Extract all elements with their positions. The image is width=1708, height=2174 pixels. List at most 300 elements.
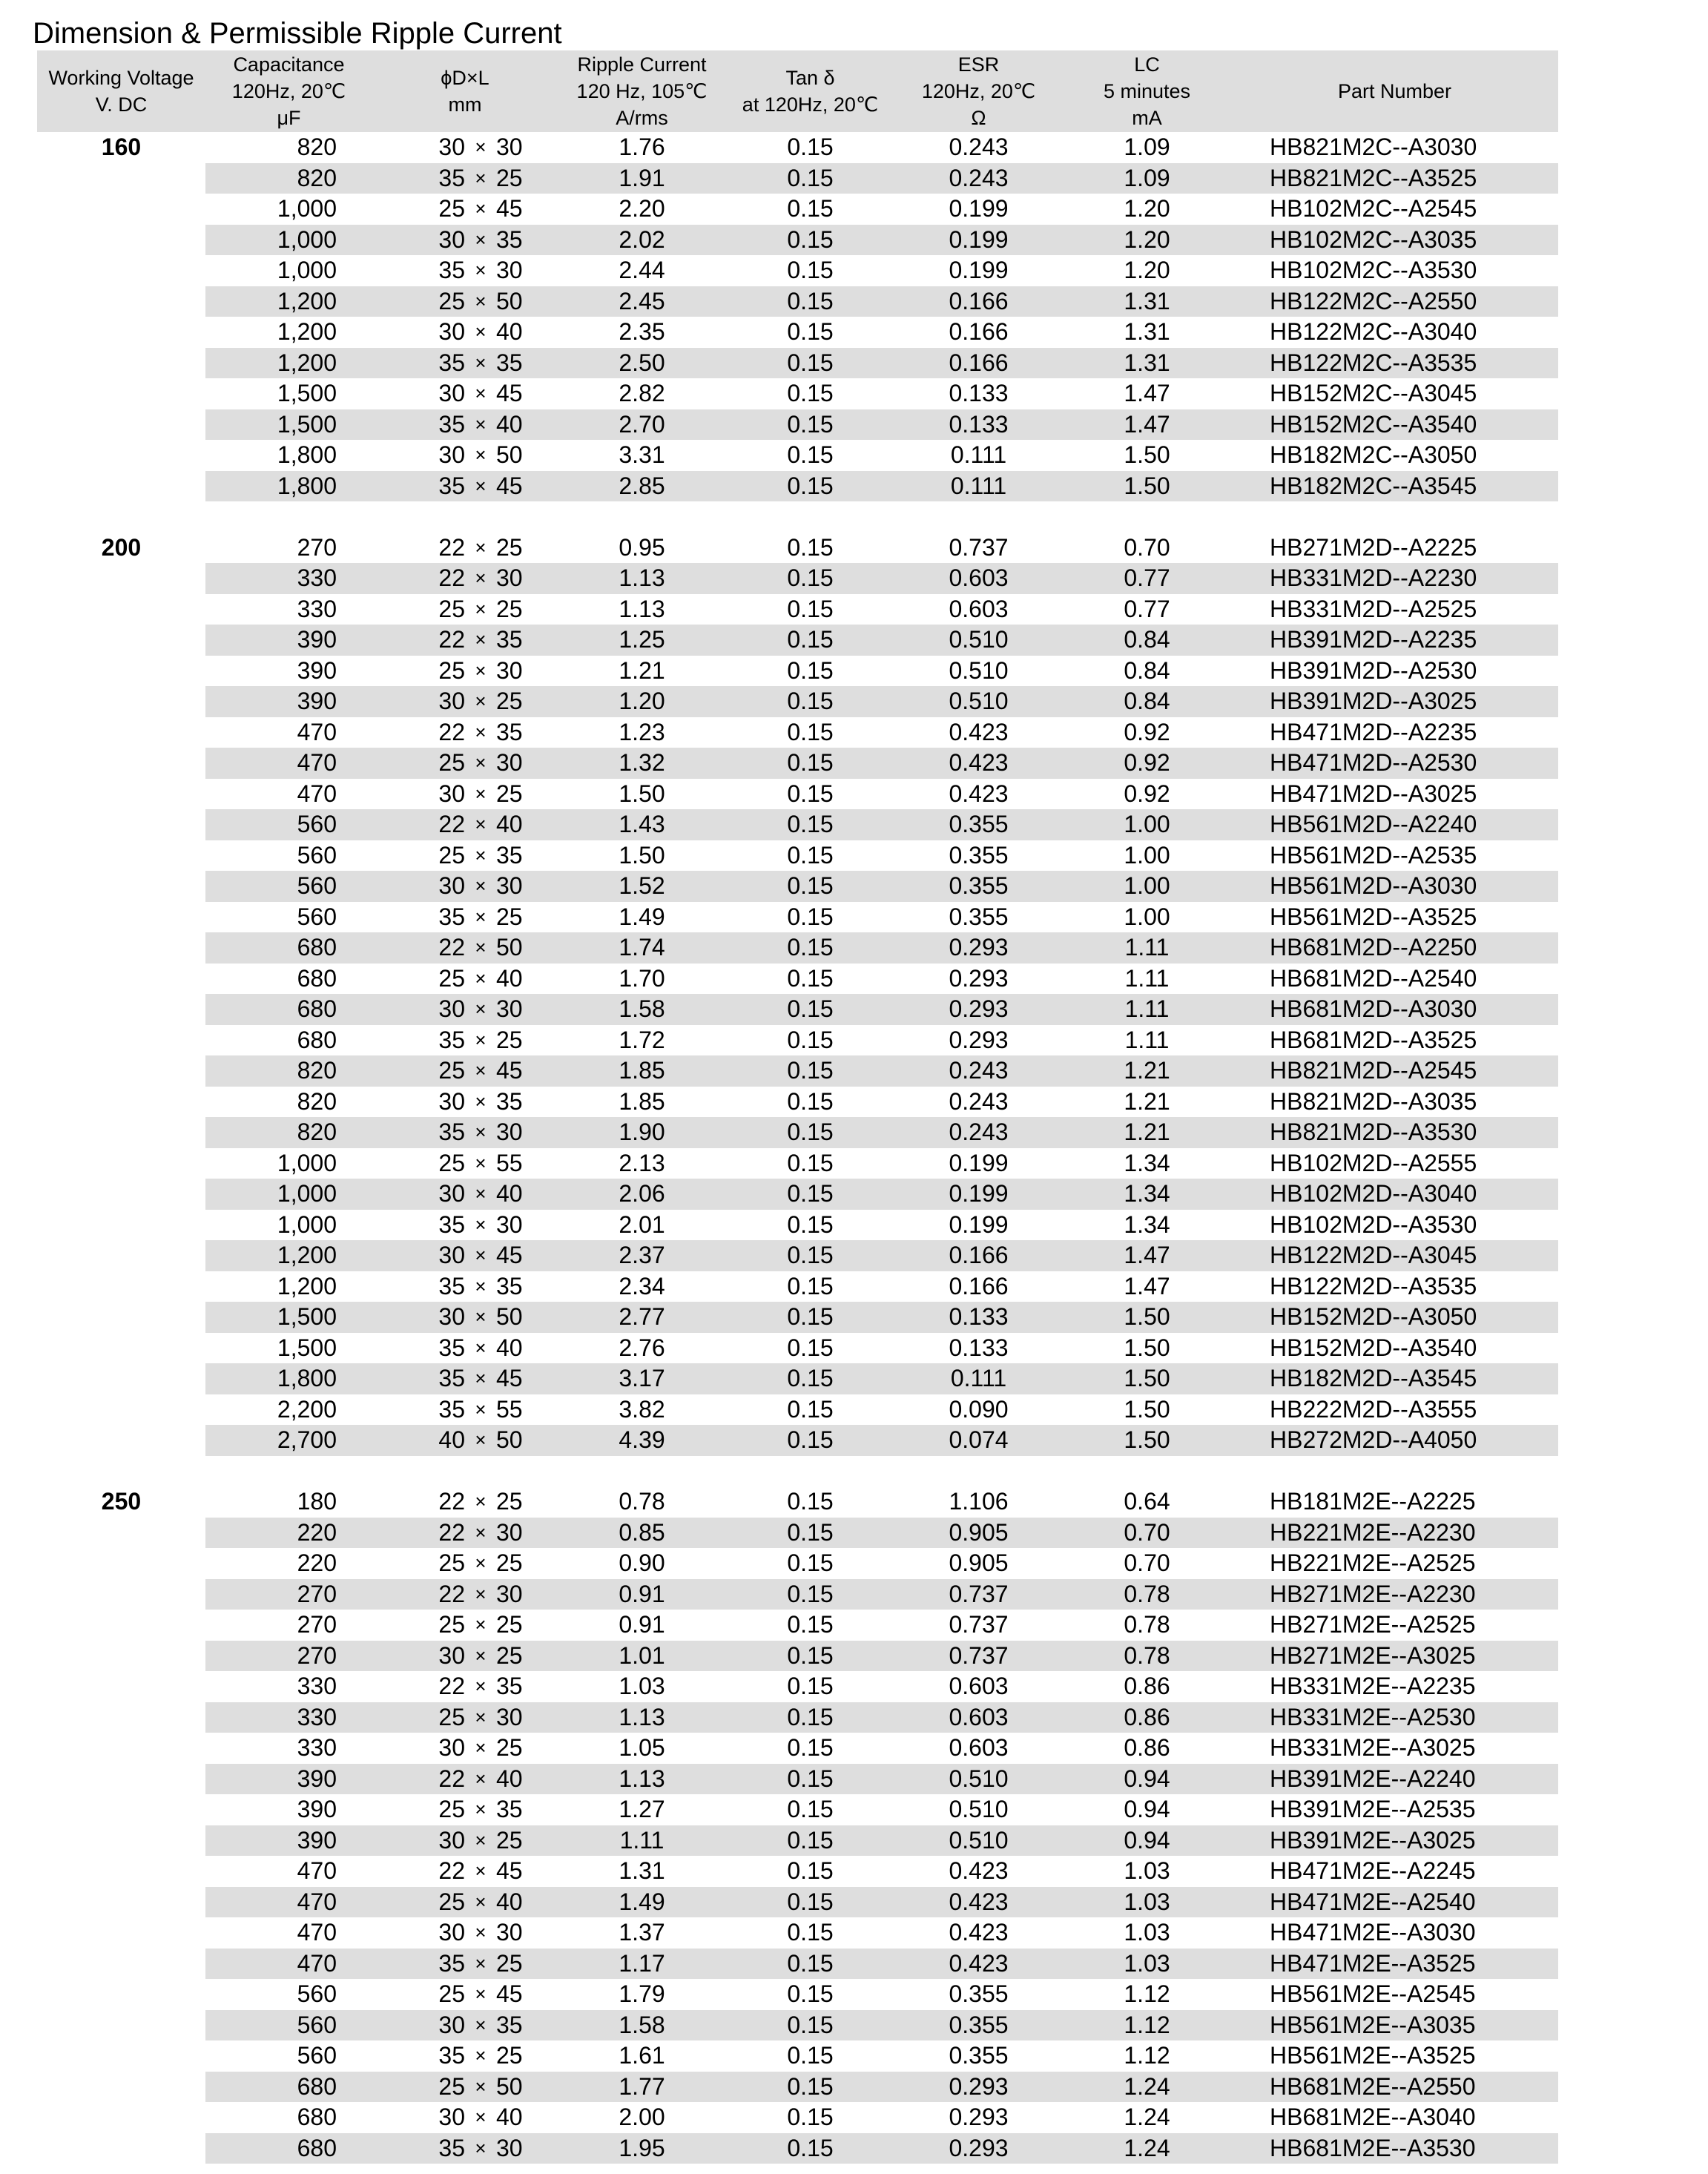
ripple-current-cell: 1.91	[558, 163, 726, 194]
voltage-cell	[37, 1055, 205, 1087]
dimension-separator: ×	[465, 1641, 496, 1672]
diameter-cell: 35	[372, 2133, 465, 2164]
diameter-cell: 22	[372, 809, 465, 840]
ripple-current-cell: 3.17	[558, 1363, 726, 1394]
length-cell: 40	[496, 1179, 558, 1210]
length-cell: 30	[496, 1579, 558, 1610]
voltage-cell	[37, 1087, 205, 1118]
dimension-separator: ×	[475, 1490, 487, 1513]
dimension-separator: ×	[465, 748, 496, 779]
capacitance-cell: 270	[297, 1611, 337, 1638]
part-number-cell: HB331M2D--A2525	[1270, 595, 1477, 622]
part-number-cell: HB271M2E--A2230	[1231, 1579, 1558, 1610]
dimension-separator: ×	[465, 1363, 496, 1394]
part-number-cell: HB271M2E--A2525	[1270, 1611, 1476, 1638]
voltage-cell	[37, 656, 205, 687]
tan-delta-cell: 0.15	[726, 809, 894, 840]
table-body	[37, 132, 1558, 2164]
page-title: Dimension & Permissible Ripple Current	[33, 17, 562, 50]
diameter-cell: 30	[438, 380, 465, 407]
capacitance-cell: 330	[205, 1702, 372, 1733]
capacitance-cell: 560	[297, 841, 337, 869]
esr-cell: 0.423	[894, 1887, 1063, 1918]
length-cell: 45	[496, 1055, 558, 1087]
table-row	[37, 1949, 1558, 1980]
diameter-cell: 30	[438, 1919, 465, 1946]
length-cell: 35	[496, 625, 558, 656]
table-row	[37, 2010, 1558, 2041]
dimension-separator: ×	[465, 871, 496, 902]
dimension-separator: ×	[465, 1579, 496, 1610]
ripple-current-cell: 2.76	[619, 1334, 665, 1361]
voltage-cell	[37, 1794, 205, 1825]
table-row	[37, 1302, 1558, 1333]
esr-cell: 0.166	[949, 1272, 1009, 1300]
diameter-cell: 25	[372, 1702, 465, 1733]
ripple-current-cell: 2.06	[558, 1179, 726, 1210]
lc-cell: 0.78	[1124, 1611, 1170, 1638]
dimension-separator: ×	[475, 382, 487, 405]
table-row	[37, 1518, 1558, 1549]
diameter-cell: 22	[372, 1764, 465, 1795]
voltage-cell	[37, 1271, 205, 1302]
table-row	[37, 286, 1558, 317]
esr-cell: 0.510	[949, 656, 1009, 684]
part-number-cell: HB152M2D--A3540	[1270, 1334, 1477, 1361]
ripple-current-cell: 1.61	[619, 2042, 665, 2069]
diameter-cell: 35	[372, 1117, 465, 1148]
length-cell: 30	[496, 1702, 558, 1733]
dimension-separator: ×	[475, 843, 487, 866]
voltage-cell	[37, 932, 205, 964]
tan-delta-cell: 0.15	[726, 2133, 894, 2164]
part-number-cell: HB471M2D--A2530	[1231, 748, 1558, 779]
voltage-cell	[37, 471, 205, 502]
esr-cell: 0.111	[894, 471, 1063, 502]
diameter-cell: 22	[372, 1518, 465, 1549]
diameter-cell: 30	[438, 441, 465, 469]
part-number-cell: HB152M2D--A3050	[1231, 1302, 1558, 1333]
voltage-cell	[37, 1579, 205, 1610]
capacitance-cell: 470	[297, 718, 337, 745]
voltage-cell	[37, 1302, 205, 1333]
table-row	[37, 717, 1558, 748]
voltage-cell	[37, 964, 205, 995]
ripple-current-cell: 0.91	[558, 1579, 726, 1610]
capacitance-cell: 1,500	[277, 1334, 337, 1361]
esr-cell: 0.133	[894, 409, 1063, 441]
esr-cell: 0.293	[949, 1026, 1009, 1053]
dimension-separator: ×	[475, 659, 487, 682]
voltage-cell	[37, 1949, 205, 1980]
part-number-cell: HB391M2D--A3025	[1231, 686, 1558, 717]
esr-cell: 0.293	[894, 932, 1063, 964]
length-cell: 25	[496, 595, 523, 622]
header-voltage: Working Voltage V. DC	[37, 50, 205, 132]
diameter-cell: 30	[372, 871, 465, 902]
length-cell: 30	[496, 563, 558, 594]
table-row	[37, 932, 1558, 964]
lc-cell: 1.34	[1124, 1149, 1170, 1176]
dimension-separator: ×	[465, 163, 496, 194]
tan-delta-cell: 0.15	[726, 286, 894, 317]
lc-cell: 0.92	[1063, 748, 1231, 779]
dimension-separator: ×	[475, 136, 487, 159]
dimension-separator: ×	[475, 1151, 487, 1174]
dimension-separator: ×	[475, 905, 487, 928]
ripple-current-cell: 1.03	[619, 1673, 665, 1700]
header-tan-delta: Tan δ at 120Hz, 20℃	[726, 50, 894, 132]
ripple-current-cell: 2.82	[619, 380, 665, 407]
dimension-separator: ×	[465, 1179, 496, 1210]
esr-cell: 0.737	[894, 1579, 1063, 1610]
capacitance-cell: 390	[205, 625, 372, 656]
diameter-cell: 30	[438, 780, 465, 807]
lc-cell: 1.21	[1063, 1117, 1231, 1148]
capacitance-cell: 1,200	[205, 348, 372, 379]
diameter-cell: 35	[438, 1026, 465, 1053]
tan-delta-cell: 0.15	[787, 1611, 834, 1638]
lc-cell: 1.11	[1124, 1026, 1170, 1053]
diameter-cell: 25	[438, 964, 465, 992]
tan-delta-cell: 0.15	[726, 748, 894, 779]
table-row	[37, 1087, 1558, 1118]
esr-cell: 0.293	[894, 994, 1063, 1025]
capacitance-cell: 680	[205, 2072, 372, 2103]
length-cell: 45	[496, 380, 523, 407]
capacitance-cell: 390	[297, 1796, 337, 1823]
capacitance-cell: 2,700	[205, 1425, 372, 1456]
ripple-current-cell: 1.77	[558, 2072, 726, 2103]
tan-delta-cell: 0.15	[726, 163, 894, 194]
diameter-cell: 35	[438, 257, 465, 284]
esr-cell: 0.510	[894, 1825, 1063, 1857]
esr-cell: 0.243	[949, 1087, 1009, 1115]
capacitance-cell: 390	[205, 686, 372, 717]
lc-cell: 0.77	[1063, 563, 1231, 594]
header-dimension: ϕD×L mm	[372, 50, 558, 132]
esr-cell: 0.111	[894, 1363, 1063, 1394]
length-cell: 30	[496, 656, 523, 684]
dimension-separator: ×	[465, 1425, 496, 1456]
esr-cell: 0.737	[949, 1611, 1009, 1638]
spacer-cell	[37, 501, 1558, 533]
capacitance-cell: 560	[297, 2042, 337, 2069]
diameter-cell: 30	[372, 994, 465, 1025]
dimension-separator: ×	[465, 1949, 496, 1980]
table-row	[37, 1394, 1558, 1426]
dimension-separator: ×	[475, 1552, 487, 1575]
table-row	[37, 1671, 1558, 1702]
tan-delta-cell: 0.15	[726, 994, 894, 1025]
length-cell: 40	[496, 318, 523, 346]
tan-delta-cell: 0.15	[726, 1363, 894, 1394]
capacitance-cell: 1,000	[277, 1210, 337, 1238]
tan-delta-cell: 0.15	[787, 1549, 834, 1577]
dimension-separator: ×	[475, 782, 487, 805]
dimension-separator: ×	[465, 2010, 496, 2041]
lc-cell: 1.09	[1124, 134, 1170, 161]
tan-delta-cell: 0.15	[787, 595, 834, 622]
length-cell: 45	[496, 1240, 558, 1271]
capacitance-cell: 1,000	[205, 225, 372, 256]
voltage-cell	[37, 1363, 205, 1394]
tan-delta-cell: 0.15	[726, 871, 894, 902]
ripple-current-cell: 3.82	[619, 1395, 665, 1423]
lc-cell: 1.00	[1063, 809, 1231, 840]
ripple-current-cell: 1.13	[558, 563, 726, 594]
esr-cell: 0.423	[894, 1949, 1063, 1980]
ripple-current-cell: 0.90	[619, 1549, 665, 1577]
voltage-cell	[37, 409, 205, 441]
voltage-cell	[37, 1671, 205, 1702]
dimension-separator: ×	[475, 197, 487, 220]
lc-cell: 0.92	[1124, 718, 1170, 745]
table-row	[37, 1363, 1558, 1394]
lc-cell: 0.94	[1063, 1764, 1231, 1795]
diameter-cell: 30	[372, 1302, 465, 1333]
length-cell: 45	[496, 471, 558, 502]
voltage-cell	[37, 625, 205, 656]
capacitance-cell: 1,200	[277, 318, 337, 346]
diameter-cell: 22	[372, 625, 465, 656]
dimension-separator: ×	[465, 1518, 496, 1549]
diameter-cell: 35	[372, 163, 465, 194]
voltage-cell: 200	[37, 533, 205, 564]
table-row	[37, 1117, 1558, 1148]
dimension-separator: ×	[475, 2044, 487, 2067]
diameter-cell: 30	[438, 2104, 465, 2131]
esr-cell: 0.243	[894, 1117, 1063, 1148]
tan-delta-cell: 0.15	[787, 257, 834, 284]
lc-cell: 0.84	[1063, 625, 1231, 656]
table-row	[37, 1486, 1558, 1518]
ripple-current-cell: 1.21	[619, 656, 665, 684]
esr-cell: 0.737	[949, 533, 1009, 561]
tan-delta-cell: 0.15	[726, 1240, 894, 1271]
lc-cell: 0.94	[1063, 1825, 1231, 1857]
ripple-current-cell: 4.39	[558, 1425, 726, 1456]
esr-cell: 0.111	[950, 441, 1007, 469]
ripple-current-cell: 1.01	[558, 1641, 726, 1672]
part-number-cell: HB471M2D--A3025	[1270, 780, 1477, 807]
table-row	[37, 348, 1558, 379]
table-row	[37, 1179, 1558, 1210]
part-number-cell: HB331M2E--A2530	[1231, 1702, 1558, 1733]
dimension-separator: ×	[465, 686, 496, 717]
part-number-cell: HB102M2C--A3035	[1231, 225, 1558, 256]
capacitance-cell: 220	[297, 1549, 337, 1577]
ripple-current-cell: 1.50	[619, 841, 665, 869]
diameter-cell: 30	[372, 1179, 465, 1210]
voltage-cell	[37, 2072, 205, 2103]
lc-cell: 1.09	[1063, 163, 1231, 194]
tan-delta-cell: 0.15	[787, 1734, 834, 1762]
voltage-cell	[37, 1333, 205, 1364]
esr-cell: 0.199	[949, 257, 1009, 284]
diameter-cell: 35	[438, 1210, 465, 1238]
dimension-separator: ×	[475, 1028, 487, 1051]
lc-cell: 0.86	[1124, 1734, 1170, 1762]
diameter-cell: 35	[372, 409, 465, 441]
dimension-separator: ×	[475, 1397, 487, 1420]
esr-cell: 0.423	[949, 718, 1009, 745]
part-number-cell: HB471M2E--A2540	[1231, 1887, 1558, 1918]
capacitance-cell: 270	[205, 1579, 372, 1610]
tan-delta-cell: 0.15	[787, 1395, 834, 1423]
diameter-cell: 25	[372, 1055, 465, 1087]
lc-cell: 0.92	[1124, 780, 1170, 807]
table-row	[37, 1210, 1558, 1241]
header-esr: ESR 120Hz, 20℃ Ω	[894, 50, 1063, 132]
diameter-cell: 35	[438, 1395, 465, 1423]
tan-delta-cell: 0.15	[787, 656, 834, 684]
diameter-cell: 25	[438, 1549, 465, 1577]
length-cell: 30	[496, 1919, 523, 1946]
voltage-cell	[37, 1179, 205, 1210]
table-row	[37, 1148, 1558, 1179]
capacitance-cell: 390	[297, 656, 337, 684]
ripple-current-cell: 2.01	[619, 1210, 665, 1238]
esr-cell: 0.199	[894, 1179, 1063, 1210]
table-row	[37, 686, 1558, 717]
part-number-cell: HB821M2C--A3525	[1231, 163, 1558, 194]
capacitance-cell: 1,000	[277, 257, 337, 284]
lc-cell: 1.24	[1063, 2072, 1231, 2103]
lc-cell: 1.50	[1124, 441, 1170, 469]
part-number-cell: HB821M2D--A3035	[1270, 1087, 1477, 1115]
dimension-separator: ×	[475, 536, 487, 559]
length-cell: 25	[496, 1488, 523, 1515]
diameter-cell: 25	[438, 656, 465, 684]
esr-cell: 0.166	[949, 318, 1009, 346]
capacitance-cell: 820	[205, 1055, 372, 1087]
table-row	[37, 1702, 1558, 1733]
voltage-cell	[37, 1425, 205, 1456]
diameter-cell: 25	[438, 1611, 465, 1638]
dimension-separator: ×	[475, 1860, 487, 1883]
dimension-separator: ×	[465, 1764, 496, 1795]
lc-cell: 0.77	[1124, 595, 1170, 622]
tan-delta-cell: 0.15	[787, 780, 834, 807]
lc-cell: 1.31	[1124, 318, 1170, 346]
lc-cell: 1.50	[1124, 1395, 1170, 1423]
lc-cell: 0.84	[1124, 656, 1170, 684]
voltage-cell: 160	[37, 132, 205, 163]
voltage-cell	[37, 317, 205, 348]
voltage-cell	[37, 1240, 205, 1271]
ripple-current-cell: 2.44	[619, 257, 665, 284]
voltage-cell	[37, 378, 205, 409]
diameter-cell: 22	[438, 718, 465, 745]
table-row	[37, 471, 1558, 502]
length-cell: 55	[496, 1395, 523, 1423]
table-row	[37, 902, 1558, 933]
lc-cell: 0.78	[1063, 1579, 1231, 1610]
lc-cell: 1.03	[1124, 1919, 1170, 1946]
dimension-separator: ×	[465, 563, 496, 594]
length-cell: 30	[496, 1117, 558, 1148]
capacitance-cell: 1,200	[205, 286, 372, 317]
ripple-current-cell: 1.32	[558, 748, 726, 779]
voltage-cell	[37, 1764, 205, 1795]
tan-delta-cell: 0.15	[787, 964, 834, 992]
length-cell: 30	[496, 994, 558, 1025]
diameter-cell: 30	[372, 686, 465, 717]
diameter-cell: 30	[372, 1240, 465, 1271]
part-number-cell: HB821M2C--A3030	[1270, 134, 1477, 161]
length-cell: 35	[496, 718, 523, 745]
voltage-cell	[37, 1610, 205, 1641]
table-row	[37, 809, 1558, 840]
tan-delta-cell: 0.15	[787, 1673, 834, 1700]
voltage-cell	[37, 1825, 205, 1857]
table-row	[37, 1764, 1558, 1795]
part-number-cell: HB681M2D--A2250	[1231, 932, 1558, 964]
tan-delta-cell: 0.15	[726, 1702, 894, 1733]
lc-cell: 1.21	[1063, 1055, 1231, 1087]
tan-delta-cell: 0.15	[726, 1518, 894, 1549]
capacitance-cell: 680	[297, 1026, 337, 1053]
part-number-cell: HB681M2D--A3525	[1270, 1026, 1477, 1053]
tan-delta-cell: 0.15	[787, 318, 834, 346]
length-cell: 50	[496, 441, 523, 469]
tan-delta-cell: 0.15	[787, 134, 834, 161]
length-cell: 35	[496, 348, 558, 379]
length-cell: 40	[496, 964, 523, 992]
part-number-cell: HB181M2E--A2225	[1270, 1488, 1476, 1515]
dimension-separator: ×	[475, 1798, 487, 1821]
capacitance-cell: 1,000	[277, 195, 337, 223]
table-row	[37, 1979, 1558, 2010]
table-row	[37, 1641, 1558, 1672]
ripple-current-cell: 1.85	[558, 1055, 726, 1087]
voltage-cell	[37, 2133, 205, 2164]
ripple-current-cell: 1.43	[558, 809, 726, 840]
length-cell: 25	[496, 1949, 558, 1980]
voltage-cell	[37, 809, 205, 840]
voltage-cell	[37, 194, 205, 225]
esr-cell: 0.355	[949, 841, 1009, 869]
length-cell: 25	[496, 686, 558, 717]
ripple-current-cell: 2.45	[558, 286, 726, 317]
part-number-cell: HB471M2E--A2245	[1270, 1857, 1476, 1885]
diameter-cell: 25	[438, 195, 465, 223]
esr-cell: 0.243	[949, 134, 1009, 161]
capacitance-cell: 390	[205, 1764, 372, 1795]
capacitance-cell: 1,800	[205, 1363, 372, 1394]
voltage-cell	[37, 1702, 205, 1733]
voltage-cell	[37, 1548, 205, 1579]
voltage-cell	[37, 840, 205, 872]
table-row	[37, 871, 1558, 902]
esr-cell: 0.133	[949, 1334, 1009, 1361]
tan-delta-cell: 0.15	[726, 932, 894, 964]
tan-delta-cell: 0.15	[726, 348, 894, 379]
tan-delta-cell: 0.15	[787, 1149, 834, 1176]
dimension-separator: ×	[475, 1675, 487, 1698]
length-cell: 25	[496, 2042, 523, 2069]
diameter-cell: 35	[372, 1363, 465, 1394]
lc-cell: 1.47	[1124, 1272, 1170, 1300]
ripple-current-cell: 2.20	[619, 195, 665, 223]
diameter-cell: 22	[372, 563, 465, 594]
dimension-separator: ×	[465, 2072, 496, 2103]
ripple-current-cell: 1.95	[558, 2133, 726, 2164]
part-number-cell: HB561M2D--A3030	[1231, 871, 1558, 902]
tan-delta-cell: 0.15	[726, 686, 894, 717]
part-number-cell: HB561M2D--A3525	[1270, 903, 1477, 930]
